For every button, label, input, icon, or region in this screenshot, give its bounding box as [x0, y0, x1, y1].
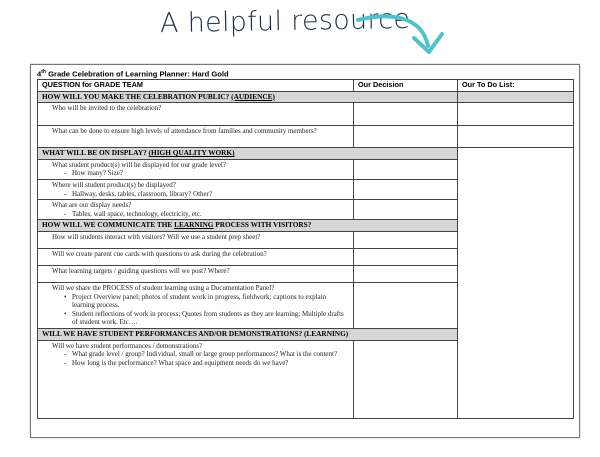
question-cell: Will we have student performances / demonstrations? - What grade level / group? Individual, small or large group performances? What is the content? - How long is the performance? What space and equipment needs do we have?	[38, 340, 354, 418]
todo-cell[interactable]	[458, 148, 574, 418]
decision-cell[interactable]	[354, 265, 458, 282]
curved-arrow-icon	[352, 6, 452, 60]
bullet-item: - Hallway, desks, tables, classroom, library? Other?	[64, 190, 349, 199]
column-header-question: QUESTION for GRADE TEAM	[38, 80, 354, 92]
table-row	[38, 103, 574, 126]
todo-cell[interactable]	[458, 126, 574, 148]
planner-document	[30, 64, 580, 438]
decision-cell[interactable]	[354, 248, 458, 265]
question-cell: What are our display needs? - Tables, wall space, technology, electricity, etc.	[38, 200, 354, 220]
section-heading-display: WHAT WILL BE ON DISPLAY? (HIGH QUALITY WORK)	[38, 148, 574, 160]
table-row	[38, 126, 574, 148]
planner-table	[37, 79, 574, 419]
bullet-item: • Project Overview panel; photos of student work in progress, fieldwork; captions to explain learning process.	[64, 293, 349, 310]
column-header-todo: Our To Do List:	[458, 80, 574, 92]
decision-cell[interactable]	[354, 231, 458, 248]
todo-cell[interactable]	[458, 103, 574, 126]
decision-cell[interactable]	[354, 159, 458, 179]
question-cell: What can be done to ensure high levels of attendance from families and community members?	[38, 126, 354, 148]
decision-cell[interactable]	[354, 179, 458, 199]
section-heading-learning-process: HOW WILL WE COMMUNICATE THE LEARNING PROCESS WITH VISITORS?	[38, 220, 574, 232]
bullet-item: - How long is the performance? What space and equipment needs do we have?	[64, 359, 349, 368]
bullet-item: - Tables, wall space, technology, electricity, etc.	[64, 210, 349, 219]
bullet-item: • Student reflections of work in process; Quotes from students as they are learning; Multiple drafts of student work. Etc….	[64, 310, 349, 327]
planner-title: 4th Grade Celebration of Learning Planner: Hard Gold	[37, 69, 229, 79]
question-cell: How will students interact with visitors? Will we use a student prep sheet?	[38, 231, 354, 248]
decision-cell[interactable]	[354, 126, 458, 148]
column-header-decision: Our Decision	[354, 80, 458, 92]
section-heading-performances: WILL WE HAVE STUDENT PERFORMANCES AND/OR DEMONSTRATIONS? (LEARNING)	[38, 328, 574, 340]
decision-cell[interactable]	[354, 282, 458, 328]
bullet-item: - How many? Size?	[64, 169, 349, 178]
section-heading-audience: HOW WILL YOU MAKE THE CELEBRATION PUBLIC? (AUDIENCE)	[38, 91, 574, 103]
bullet-item: - What grade level / group? Individual, small or large group performances? What is the content?	[64, 350, 349, 359]
table-header-row	[38, 80, 574, 92]
decision-cell[interactable]	[354, 103, 458, 126]
caption-handwritten: A helpful resource	[159, 3, 411, 40]
decision-cell[interactable]	[354, 340, 458, 418]
decision-cell[interactable]	[354, 200, 458, 220]
question-cell: What student product(s) will be displayed for our grade level? - How many? Size?	[38, 159, 354, 179]
question-cell: What learning targets / guiding questions will we post? Where?	[38, 265, 354, 282]
question-cell: Will we create parent cue cards with questions to ask during the celebration?	[38, 248, 354, 265]
question-cell: Who will be invited to the celebration?	[38, 103, 354, 126]
question-cell: Will we share the PROCESS of student learning using a Documentation Panel? • Project Overview panel; photos of student work in progress, fieldwork; captions to explain learning process. • Student reflections of work in process; Quotes from students as they are learning; Multiple drafts of student work. Etc….	[38, 282, 354, 328]
question-cell: Where will student product(s) be displayed? - Hallway, desks, tables, classroom, library? Other?	[38, 179, 354, 199]
